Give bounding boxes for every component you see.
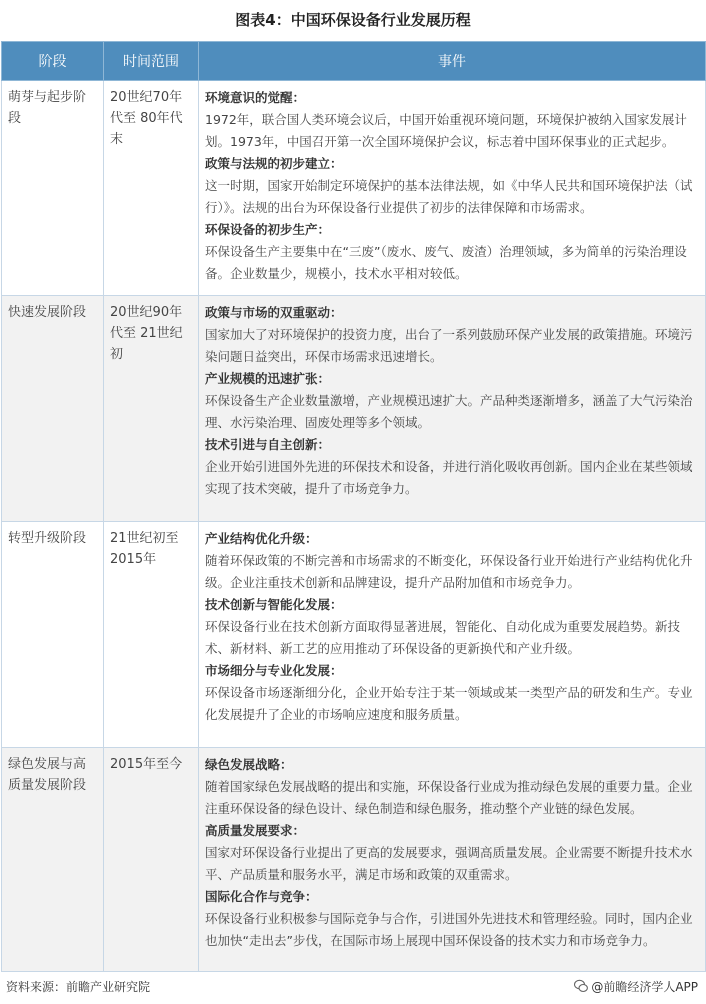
events-cell [199, 296, 706, 522]
stage-cell: 转型升级阶段 [2, 522, 104, 748]
events-cell [199, 81, 706, 296]
event-text: 国家加大了对环境保护的投资力度，出台了一系列鼓励环保产业发展的政策措施。环境污染问题日益突出，环保市场需求迅速增长。 [205, 327, 693, 364]
event-title: 产业结构优化升级： [205, 531, 318, 546]
event-text: 环保设备行业在技术创新方面取得显著进展，智能化、自动化成为重要发展趋势。新技术、新材料、新工艺的应用推动了环保设备的更新换代和产业升级。 [205, 619, 681, 656]
event-title: 产业规模的迅速扩张： [205, 371, 331, 386]
event-item [205, 87, 699, 153]
table-row [2, 748, 706, 972]
header-period: 时间范围 [104, 42, 199, 81]
event-text: 这一时期，国家开始制定环境保护的基本法律法规，如《中华人民共和国环境保护法（试行）》。法规的出台为环保设备行业提供了初步的法律保障和市场需求。 [205, 178, 693, 215]
period-cell: 20世纪90年代至 21世纪初 [104, 296, 199, 522]
event-title: 国际化合作与竞争： [205, 889, 318, 904]
event-text: 国家对环保设备行业提出了更高的发展要求，强调高质量发展。企业需要不断提升技术水平、产品质量和服务水平，满足市场和政策的双重需求。 [205, 845, 693, 882]
event-title: 政策与法规的初步建立： [205, 156, 343, 171]
event-title: 技术引进与自主创新： [205, 437, 331, 452]
period-cell: 2015年至今 [104, 748, 199, 972]
brand-credit [574, 978, 698, 995]
stage-cell: 萌芽与起步阶段 [2, 81, 104, 296]
event-item [205, 660, 699, 726]
event-item [205, 528, 699, 594]
history-table [1, 41, 706, 972]
wechat-icon [574, 979, 588, 993]
event-item [205, 153, 699, 219]
event-text: 环保设备市场逐渐细分化，企业开始专注于某一领域或某一类型产品的研发和生产。专业化发展提升了企业的市场响应速度和服务质量。 [205, 685, 693, 722]
event-text: 随着国家绿色发展战略的提出和实施，环保设备行业成为推动绿色发展的重要力量。企业注重环保设备的绿色设计、绿色制造和绿色服务，推动整个产业链的绿色发展。 [205, 779, 693, 816]
event-item [205, 302, 699, 368]
header-stage: 阶段 [2, 42, 104, 81]
event-item [205, 434, 699, 500]
event-item [205, 594, 699, 660]
event-title: 技术创新与智能化发展： [205, 597, 343, 612]
header-events: 事件 [199, 42, 706, 81]
event-item [205, 820, 699, 886]
event-title: 环保设备的初步生产： [205, 222, 331, 237]
event-text: 随着环保政策的不断完善和市场需求的不断变化，环保设备行业开始进行产业结构优化升级。企业注重技术创新和品牌建设，提升产品附加值和市场竞争力。 [205, 553, 693, 590]
event-text: 环保设备生产企业数量激增，产业规模迅速扩大。产品种类逐渐增多，涵盖了大气污染治理、水污染治理、固废处理等多个领域。 [205, 393, 693, 430]
chart-title: 图表4：中国环保设备行业发展历程 [235, 11, 471, 29]
table-row [2, 296, 706, 522]
event-item [205, 219, 699, 285]
footer [0, 968, 706, 1004]
source-note: 资料来源：前瞻产业研究院 [6, 980, 151, 994]
event-title: 政策与市场的双重驱动： [205, 305, 343, 320]
table-row [2, 81, 706, 296]
events-cell [199, 522, 706, 748]
event-text: 1972年，联合国人类环境会议后，中国开始重视环境问题，环境保护被纳入国家发展计划。1973年，中国召开第一次全国环境保护会议，标志着中国环保事业的正式起步。 [205, 112, 687, 149]
event-text: 企业开始引进国外先进的环保技术和设备，并进行消化吸收再创新。国内企业在某些领域实现了技术突破，提升了市场竞争力。 [205, 459, 693, 496]
table-header-row [2, 42, 706, 81]
event-text: 环保设备生产主要集中在“三废”（废水、废气、废渣）治理领域，多为简单的污染治理设备。企业数量少，规模小，技术水平相对较低。 [205, 244, 687, 281]
stage-cell: 快速发展阶段 [2, 296, 104, 522]
event-text: 环保设备行业积极参与国际竞争与合作，引进国外先进技术和管理经验。同时，国内企业也加快“走出去”步伐，在国际市场上展现中国环保设备的技术实力和市场竞争力。 [205, 911, 693, 948]
event-item [205, 368, 699, 434]
stage-cell: 绿色发展与高质量发展阶段 [2, 748, 104, 972]
period-cell: 21世纪初至 2015年 [104, 522, 199, 748]
event-title: 市场细分与专业化发展： [205, 663, 343, 678]
period-cell: 20世纪70年代至 80年代末 [104, 81, 199, 296]
brand-label: @前瞻经济学人APP [591, 980, 698, 994]
event-title: 绿色发展战略： [205, 757, 293, 772]
event-title: 环境意识的觉醒： [205, 90, 306, 105]
table-row [2, 522, 706, 748]
event-title: 高质量发展要求： [205, 823, 306, 838]
events-cell [199, 748, 706, 972]
event-item [205, 754, 699, 820]
event-item [205, 886, 699, 952]
